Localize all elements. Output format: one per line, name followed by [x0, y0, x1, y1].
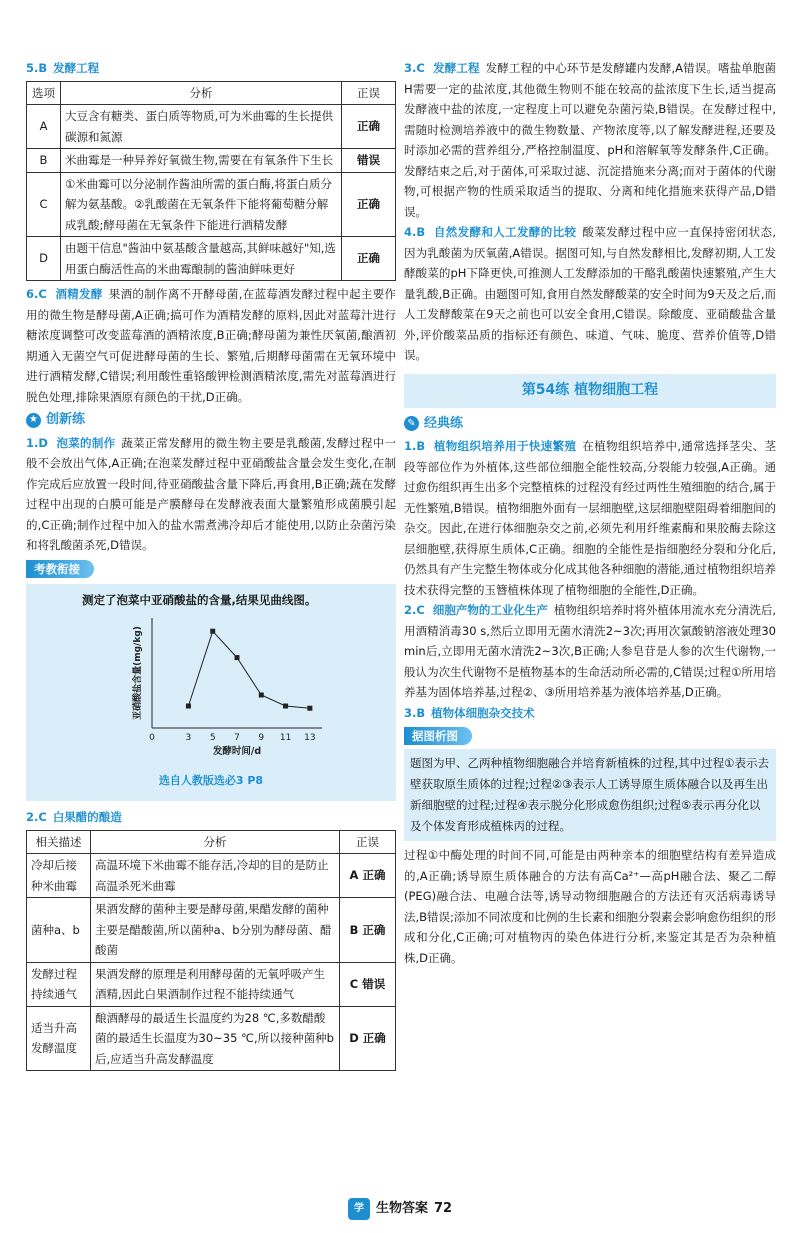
y-axis-label: 亚硝酸盐含量(mg/kg): [133, 626, 143, 720]
data-point: [235, 655, 240, 660]
x-axis-label: 发酵时间/d: [212, 746, 262, 757]
data-point: [186, 704, 191, 709]
figure-analysis-tag: 据图析图: [404, 727, 472, 745]
x-tick-label: 13: [304, 733, 316, 743]
q2-heading: 2.C 白果醋的酿造: [26, 810, 122, 824]
q6-answer: 6.C 酒精发酵 果酒的制作离不开酵母菌,在蓝莓酒发酵过程中起主要作用的微生物是酵母菌,A正确;搞可作为酒精发酵的原料,因此对蓝莓汁进行糖浓度调整可改变蓝莓酒的酒精浓度,B正确;酵母菌为兼性厌氧菌,酿酒初期通入无菌空气可促进酵母菌的生长、繁殖,后期酵母菌需在无氧环境中进行酒精发酵,C错误;利用酸性重铬酸钾检测酒精浓度,需先对蓝莓酒进行脱色处理,排除果酒原有颜色的干扰,D正确。: [26, 287, 397, 404]
chart-source: 选自人教版选必3 P8: [158, 773, 264, 787]
chart-title: 测定了泡菜中亚硝酸盐的含量,结果见曲线图。: [82, 592, 317, 607]
table-row: 冷却后接种米曲霉 高温环境下米曲霉不能存活,冷却的目的是防止高温杀死米曲霉 A 正确: [27, 854, 396, 898]
x-tick-label: 9: [258, 733, 265, 743]
p3-heading: 3.B 植物体细胞杂交技术: [404, 705, 535, 720]
innovation-section-heading: ★ 创新练: [26, 410, 396, 431]
data-point: [283, 704, 288, 709]
table-row: 发酵过程持续通气 果酒发酵的原理是利用酵母菌的无氧呼吸产生酒精,因此白果酒制作过程不能持续通气 C 错误: [27, 962, 396, 1006]
p3-answer: 过程①中酶处理的时间不同,可能是由两种亲本的细胞壁结构有差异造成的,A正确;诱导原生质体融合的方法有高Ca²⁺—高pH融合法、聚乙二醇(PEG)融合法、电融合法等,诱导动物细胞融合的方法还有灭活病毒诱导法,B错误;添加不同浓度和比例的生长素和细胞分裂素会影响愈伤组织的形成和分化,C正确;可对植物丙的染色体进行分析,来鉴定其是否为杂种植株,D正确。: [404, 848, 776, 965]
q5-header-analysis: 分析: [61, 81, 342, 105]
q2-header-desc: 相关描述: [27, 830, 91, 854]
publisher-logo-icon: 学: [348, 1198, 370, 1220]
table-row: A 大豆含有糖类、蛋白质等物质,可为米曲霉的生长提供碳源和氮源 正确: [27, 105, 396, 149]
star-icon: ★: [26, 413, 41, 428]
p2-answer: 2.C 细胞产物的工业化生产 植物组织培养时将外植体用流水充分清洗后,用酒精消毒30 s,然后立即用无菌水清洗2~3次;再用次氯酸钠溶液处理30 min后,立即用无菌水清洗2~3次,B正确;人参皂苷是人参的次生代谢物,一般认为次生代谢物不是植物基本的生命活动所必需的,C错误;过程①所用培养基为固体培养基,过程②、③所用培养基为液体培养基,D正确。: [404, 603, 777, 699]
pencil-icon: ✎: [404, 416, 419, 431]
classic-section-heading: ✎ 经典练: [404, 414, 776, 435]
x-tick-label: 0: [149, 733, 155, 743]
nitrite-line-chart: [32, 610, 388, 760]
q3-answer: 3.C 发酵工程 发酵工程的中心环节是发酵罐内发酵,A错误。嗜盐单胞菌H需要一定的盐浓度,其他微生物则不能在较高的盐浓度下生长,适当提高发酵液中盐的浓度,一定程度上可以避免杂菌污染,B错误。在发酵过程中,需随时检测培养液中的微生物数量、产物浓度等,以了解发酵进程,还要及时添加必需的营养组分,严格控制温度、pH和溶解氧等发酵条件,C正确。发酵结束之后,对于菌体,可采取过滤、沉淀措施来分离;而对于菌体的代谢物,可根据产物的性质采取适当的提取、分离和纯化措施来获得产品,D错误。: [404, 61, 777, 219]
left-column: [26, 58, 396, 1071]
page-footer: [0, 1198, 800, 1220]
series-line: [188, 631, 309, 708]
q4-answer: 4.B 自然发酵和人工发酵的比较 酸菜发酵过程中应一直保持密闭状态,因为乳酸菌为厌氧菌,A错误。据图可知,与自然发酵相比,发酵初期,人工发酵酸菜的pH下降更快,可推测人工发酵添加的干酪乳酸菌快速繁殖,产生大量乳酸,B正确。由题图可知,食用自然发酵酸菜的安全时间为9天及之后,而人工发酵酸菜在9天之前也可以安全食用,C错误。除酸度、亚硝酸盐含量外,评价酸菜品质的指标还有颜色、味道、气味、脆度、营养价值等,D错误。: [404, 225, 777, 362]
table-row: 适当升高发酵温度 酿酒酵母的最适生长温度约为28 ℃,多数醋酸菌的最适生长温度为30~35 ℃,所以接种菌种b后,应适当升高发酵温度 D 正确: [27, 1006, 396, 1071]
page-label: 生物答案: [375, 1200, 428, 1216]
x-tick-label: 11: [279, 733, 292, 743]
table-row: 菌种a、b 果酒发酵的菌种主要是酵母菌,果醋发酵的菌种主要是醋酸菌,所以菌种a、b分别为酵母菌、醋酸菌 B 正确: [27, 898, 396, 963]
page-number: 72: [433, 1200, 453, 1216]
p1-answer: 1.B 植物组织培养用于快速繁殖 在植物组织培养中,通常选择茎尖、茎段等部位作为外植体,这些部位细胞全能性较高,分裂能力较强,A正确。通过愈伤组织再生出多个完整植株的过程没有经过两性生殖细胞的结合,属于无性繁殖,B错误。植物细胞外面有一层细胞壁,这层细胞壁阻碍着细胞间的杂交。因此,在进行体细胞杂交之前,必须先利用纤维素酶和果胶酶去除这层细胞壁,获得原生质体,C正确。细胞的全能性是指细胞经分裂和分化后,仍然具有产生完整生物体或分化成其他各种细胞的潜能,通过植物组织培养技术获得完整的玉簪植株体现了植物细胞的全能性,D正确。: [404, 439, 777, 597]
q2-header-analysis: 分析: [91, 830, 340, 854]
figure-analysis-note: 题图为甲、乙两种植物细胞融合并培育新植株的过程,其中过程①表示去壁获取原生质体的过程;过程②③表示人工诱导原生质体融合以及再生出新细胞壁的过程;过程④表示脱分化形成愈伤组织;过程⑤表示再分化以及个体发育形成植株丙的过程。: [404, 749, 776, 841]
data-point: [307, 706, 312, 711]
q1-answer: 1.D 泡菜的制作 蔬菜正常发酵用的微生物主要是乳酸菌,发酵过程中一般不会放出气体,A正确;在泡菜发酵过程中亚硝酸盐含量会发生变化,在制作完成后应放置一段时间,待亚硝酸盐含量下降后,再食用,B正确;蔬在发酵过程中出现的白膜可能是产膜酵母在发酵液表面大量繁殖形成菌膜引起的,C正确;制作过程中加入的盐水需煮沸冷却后才能使用,以防止杂菌污染和将乳酸菌杀死,D错误。: [26, 435, 397, 552]
table-row: D 由题干信息"酱油中氨基酸含量越高,其鲜味越好"知,选用蛋白酶活性高的米曲霉酿制的酱油鲜味更好 正确: [27, 237, 396, 281]
table-row: B 米曲霉是一种异养好氧微生物,需要在有氧条件下生长 错误: [27, 149, 396, 173]
link-tag: 考教衔接: [26, 560, 94, 578]
x-tick-label: 3: [185, 733, 192, 743]
chart-panel: [26, 584, 396, 802]
q5-header-option: 选项: [27, 81, 61, 105]
lesson-title: 第54练 植物细胞工程: [404, 374, 776, 408]
right-column: [404, 58, 776, 968]
q2-header-verdict: 正误: [340, 830, 396, 854]
data-point: [210, 629, 215, 634]
table-row: C ①米曲霉可以分泌制作酱油所需的蛋白酶,将蛋白质分解为氨基酸。②乳酸菌在无氧条件下能将葡萄糖分解成乳酸;酵母菌在无氧条件下能进行酒精发酵 正确: [27, 172, 396, 237]
q5-header-verdict: 正误: [342, 81, 396, 105]
x-tick-label: 7: [234, 733, 240, 743]
q5-table: [26, 81, 396, 282]
q5-heading: 5.B 发酵工程: [26, 61, 100, 75]
data-point: [259, 693, 264, 698]
q2-table: [26, 830, 396, 1072]
x-tick-label: 5: [209, 733, 216, 743]
